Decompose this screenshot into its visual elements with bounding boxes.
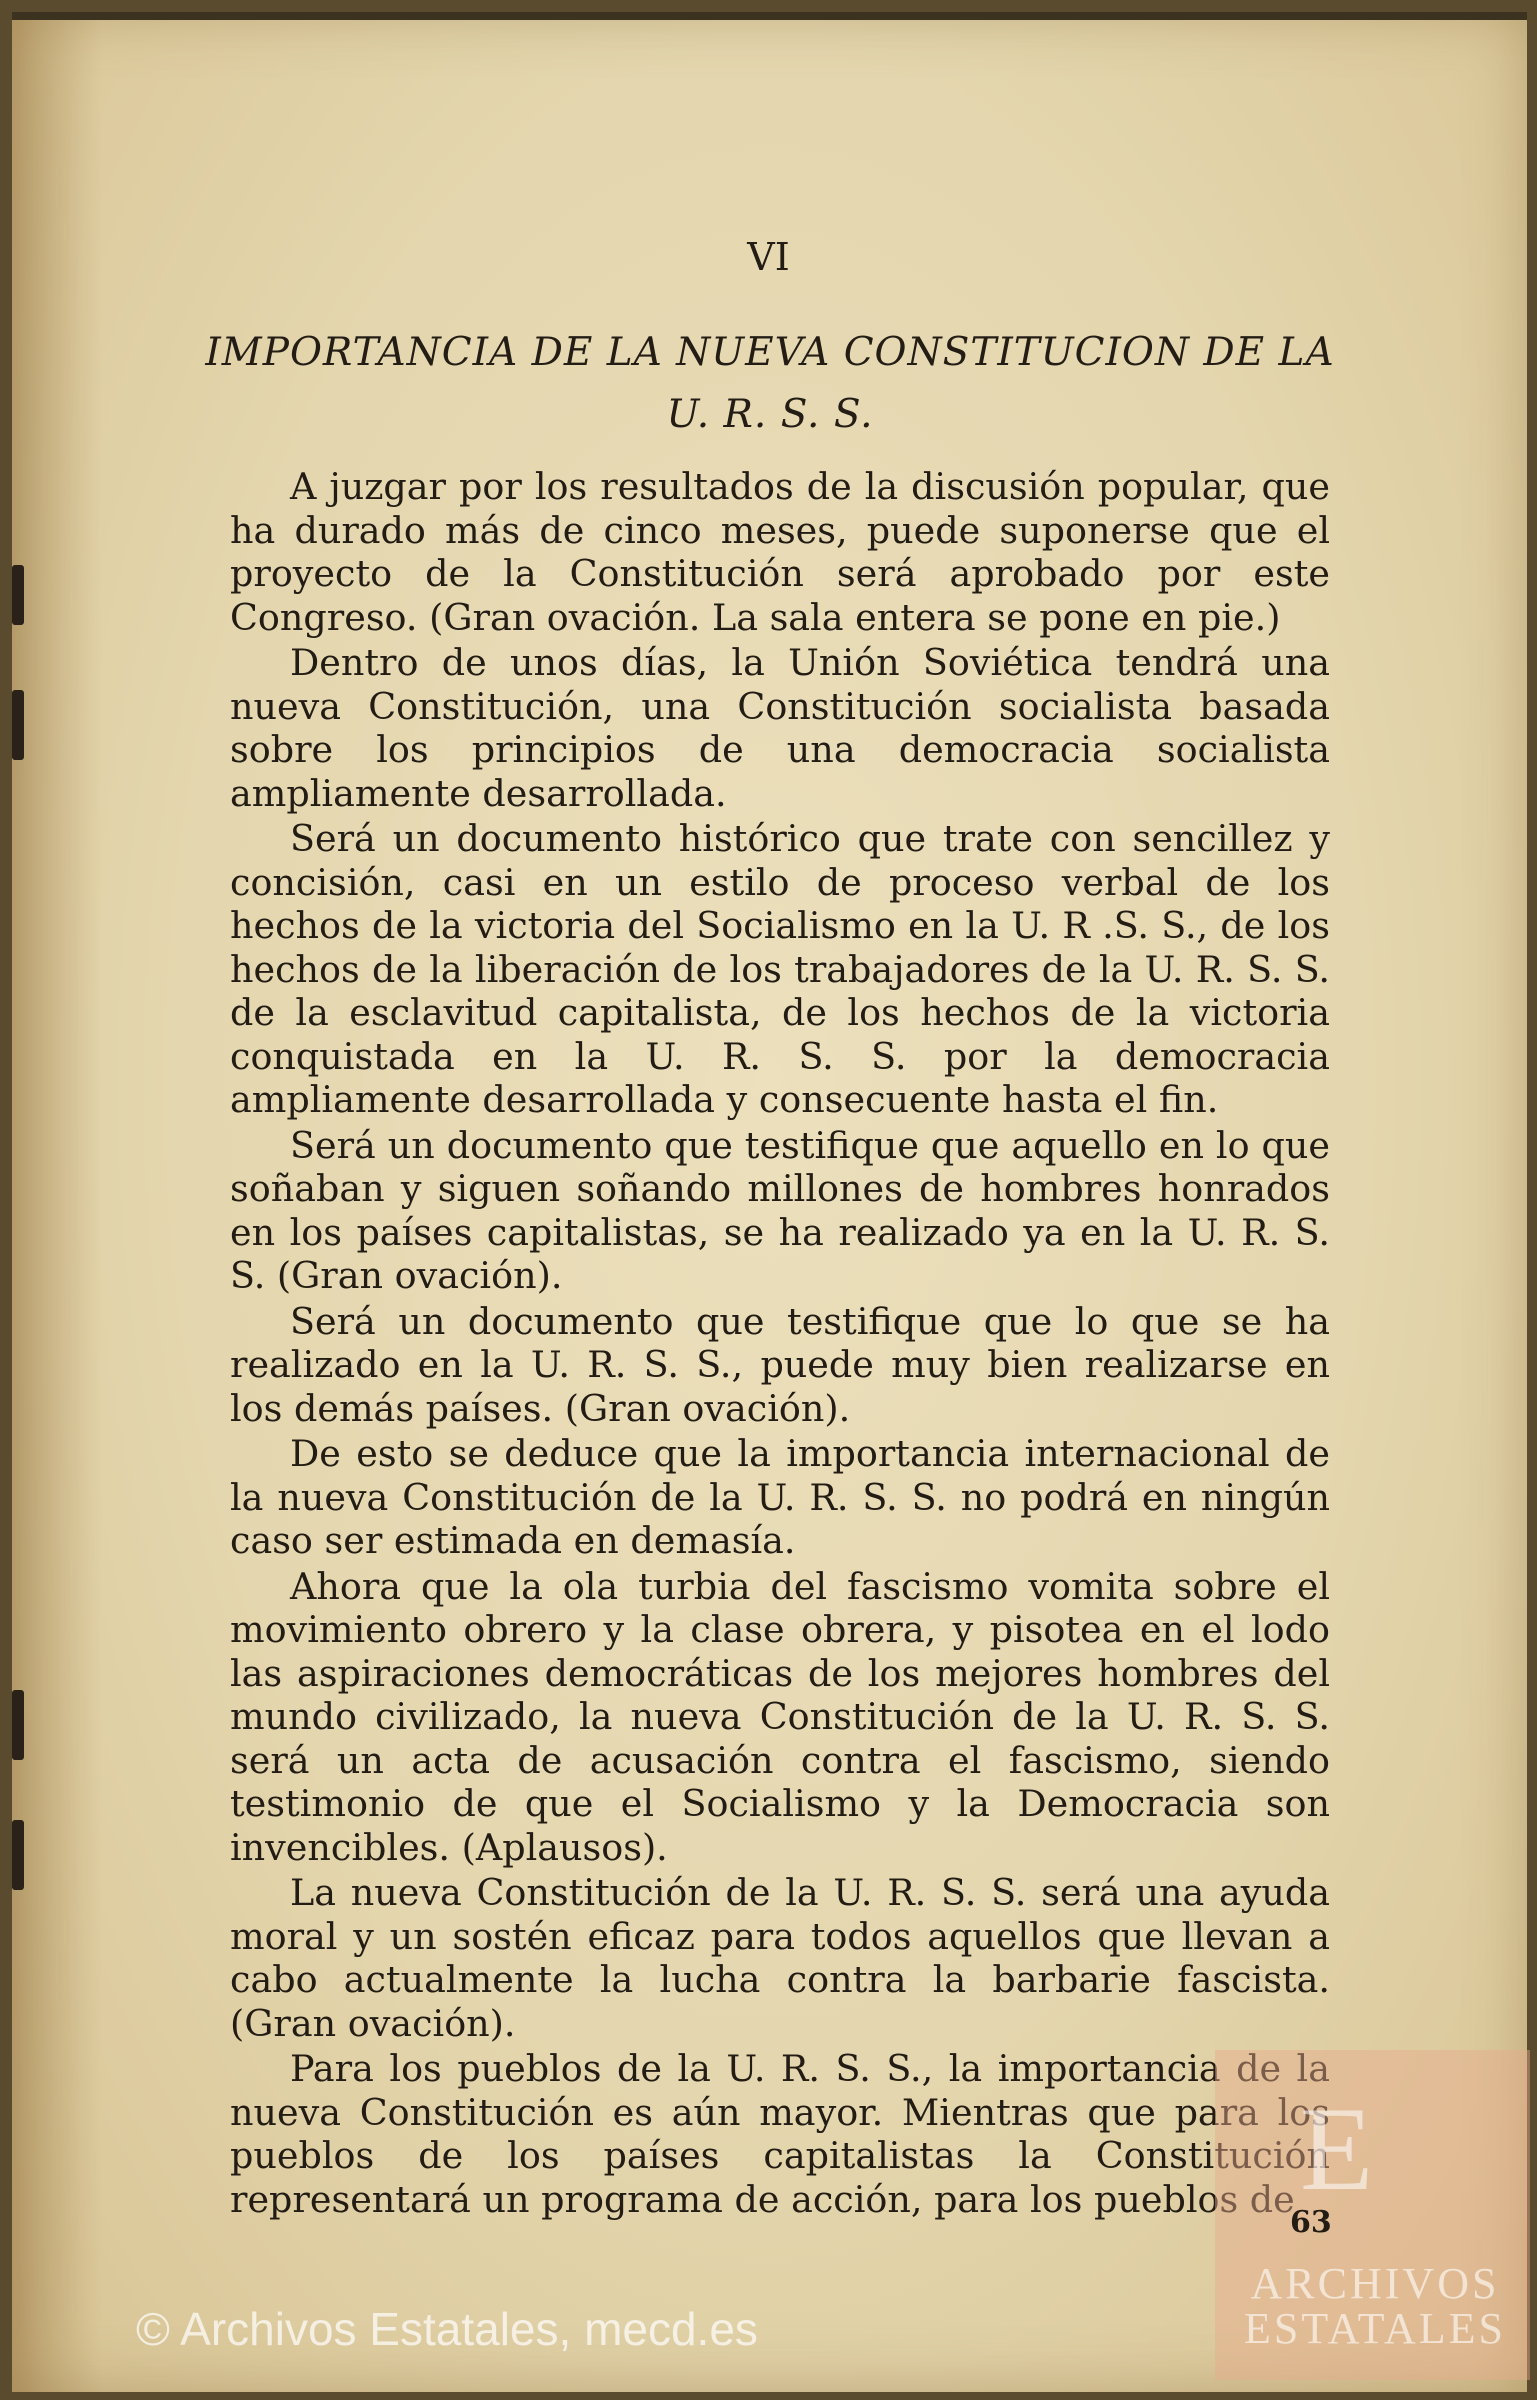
paragraph: Para los pueblos de la U. R. S. S., la importancia de la nueva Constitución es aún mayor. Mientras que para los pueblos de los países capitalistas la Constitución representará un programa de acción, para los pueblos de	[230, 2047, 1330, 2221]
paragraph: Será un documento histórico que trate con sencillez y concisión, casi en un estilo de proceso verbal de los hechos de la victoria del Socialismo en la U. R .S. S., de los hechos de la liberación de los trabajadores de la U. R. S. S. de la esclavitud capitalista, de los hechos de la victoria conquistada en la U. R. S. S. por la democracia ampliamente desarrollada y consecuente hasta el fin.	[230, 817, 1330, 1121]
paragraph: Será un documento que testifique que lo que se ha realizado en la U. R. S. S., puede muy bien realizarse en los demás países. (Gran ovación).	[230, 1299, 1330, 1430]
binding-mark	[12, 1820, 24, 1890]
paragraph: Ahora que la ola turbia del fascismo vomita sobre el movimiento obrero y la clase obrera, y pisotea en el lodo las aspiraciones democráticas de los mejores hombres del mundo civilizado, la nueva Constitución de la U. R. S. S. será un acta de acusación contra el fascismo, siendo testimonio de que el Socialismo y la Democracia son invencibles. (Aplausos).	[230, 1564, 1330, 1869]
paragraph: Dentro de unos días, la Unión Soviética tendrá una nueva Constitución, una Constitución socialista basada sobre los principios de una democracia socialista ampliamente desarrollada.	[230, 641, 1330, 815]
body-text	[230, 465, 1330, 2221]
paragraph: La nueva Constitución de la U. R. S. S. será una ayuda moral y un sostén eficaz para todos aquellos que llevan a cabo actualmente la lucha contra la barbarie fascista. (Gran ovación).	[230, 1871, 1330, 2045]
page-edge-shade	[12, 12, 102, 2392]
archive-logo-line1: ARCHIVOS	[1250, 2259, 1500, 2308]
paragraph: De esto se deduce que la importancia internacional de la nueva Constitución de la U. R. S. S. no podrá en ningún caso ser estimada en demasía.	[230, 1432, 1330, 1562]
copyright-watermark: © Archivos Estatales, mecd.es	[136, 2303, 758, 2355]
binding-mark	[12, 1690, 24, 1760]
chapter-number: VI	[747, 235, 790, 279]
paragraph: A juzgar por los resultados de la discusión popular, que ha durado más de cinco meses, puede suponerse que el proyecto de la Constitución será aprobado por este Congreso. (Gran ovación. La sala entera se pone en pie.)	[230, 465, 1330, 639]
archive-logo-line2: ESTATALES	[1244, 2304, 1506, 2353]
archive-logo-mark: E	[1300, 2082, 1374, 2215]
chapter-title-line1: IMPORTANCIA DE LA NUEVA CONSTITUCION DE LA	[205, 330, 1335, 375]
page-number: 63	[1290, 2205, 1332, 2240]
paragraph: Será un documento que testifique que aquello en lo que soñaban y siguen soñando millones de hombres honrados en los países capitalistas, se ha realizado ya en la U. R. S. S. (Gran ovación).	[230, 1123, 1330, 1297]
chapter-title-line2: U. R. S. S.	[666, 392, 874, 437]
binding-mark	[12, 690, 24, 760]
top-edge	[12, 12, 1527, 20]
binding-mark	[12, 565, 24, 625]
